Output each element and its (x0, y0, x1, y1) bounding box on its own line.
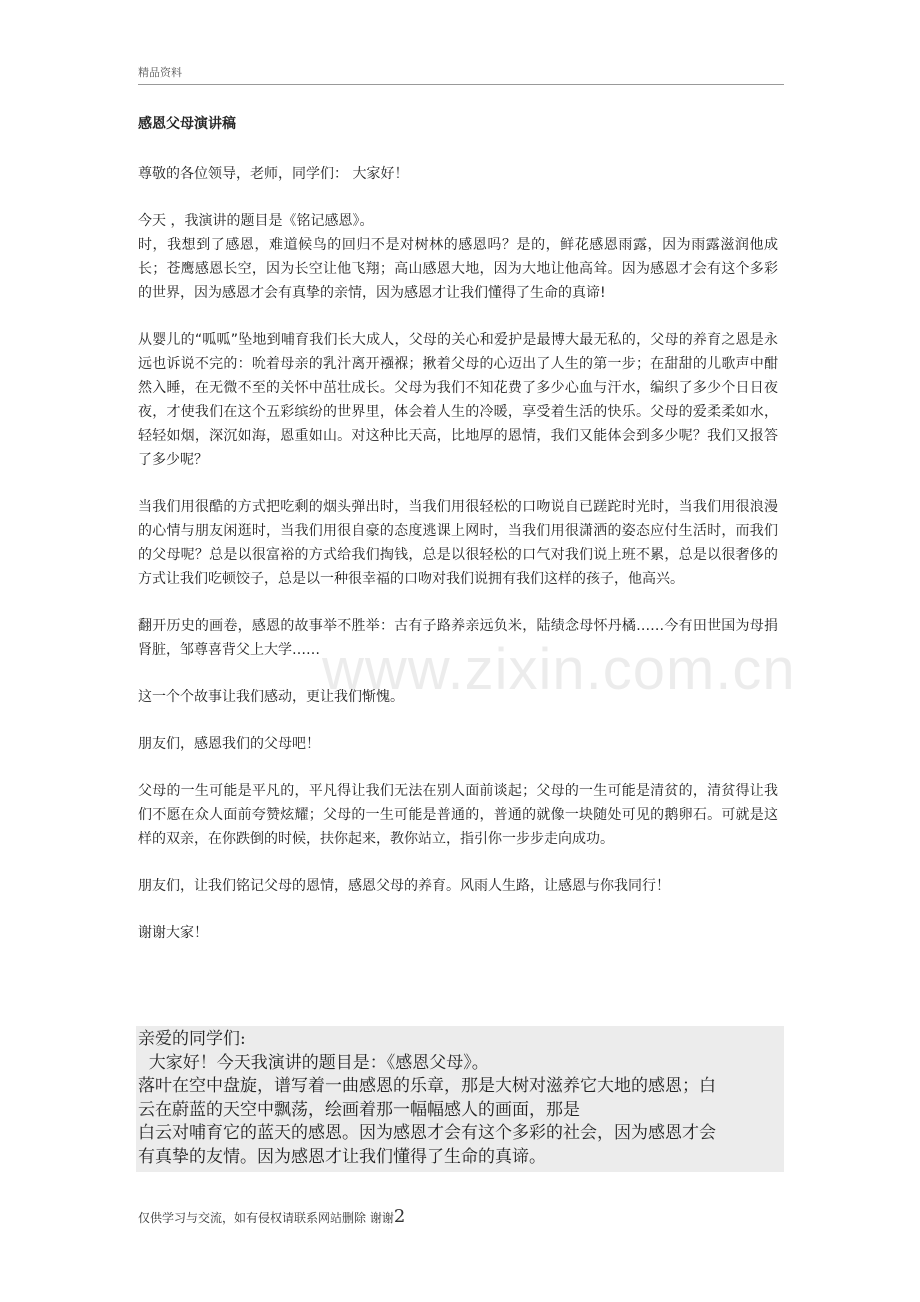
closing-paragraph: 朋友们，让我们铭记父母的恩情，感恩父母的养育。风雨人生路，让感恩与你我同行！ (138, 878, 670, 894)
thanks-line: 谢谢大家！ (138, 925, 208, 941)
history-paragraph: 翻开历史的画卷，感恩的故事举不胜举：古有子路养亲远负米，陆绩念母怀丹橘……今有田世国为母捐肾脏，邹尊喜背父上大学…… (138, 618, 778, 658)
parents-love-paragraph: 从婴儿的“呱呱”坠地到哺育我们长大成人，父母的关心和爱护是最博大最无私的，父母的养育之恩是永远也诉说不完的：吮着母亲的乳汁离开襁褓；揪着父母的心迈出了人生的第一步；在甜甜的儿歌声中酣然入睡，在无微不至的关怀中茁壮成长。父母为我们不知花费了多少心血与汗水，编织了多少个日日夜夜，才使我们在这个五彩缤纷的世界里，体会着人生的冷暖，享受着生活的快乐。父母的爱柔柔如水，轻轻如烟，深沉如海，恩重如山。对这种比天高，比地厚的恩情，我们又能体会到多少呢？我们又报答了多少呢？ (138, 332, 778, 468)
excerpt-line: 云在蔚蓝的天空中飘荡，绘画着那一幅幅感人的画面，那是 (138, 1099, 580, 1120)
contrast-paragraph: 当我们用很酷的方式把吃剩的烟头弹出时，当我们用很轻松的口吻说自已蹉跎时光时，当我们用很浪漫的心情与朋友闲逛时，当我们用很自豪的态度逃课上网时，当我们用很潇洒的姿态应付生活时，而我们的父母呢？总是以很富裕的方式给我们掏钱，总是以很轻松的口气对我们说上班不累，总是以很奢侈的方式让我们吃顿饺子，总是以一种很幸福的口吻对我们说拥有我们这样的孩子，他高兴。 (138, 499, 778, 587)
appeal-paragraph: 朋友们，感恩我们的父母吧！ (138, 736, 320, 752)
excerpt-line: 白云对哺育它的蓝天的感恩。因为感恩才会有这个多彩的社会，因为感恩才会 (138, 1123, 716, 1143)
page-footer (138, 1206, 405, 1227)
excerpt-box (136, 1026, 784, 1172)
page-header (138, 64, 784, 85)
ordinary-paragraph: 父母的一生可能是平凡的，平凡得让我们无法在别人面前谈起；父母的一生可能是清贫的，清贫得让我们不愿在众人面前夸赞炫耀；父母的一生可能是普通的，普通的就像一块随处可见的鹅卵石。可就是这样的双亲，在你跌倒的时候，扶你起来，教你站立，指引你一步步走向成功。 (138, 783, 778, 847)
excerpt-line: 大家好！今天我演讲的题目是：《感恩父母》。 (138, 1052, 489, 1073)
excerpt-line: 落叶在空中盘旋，谱写着一曲感恩的乐章，那是大树对滋养它大地的感恩；白 (138, 1076, 716, 1096)
page-number: 2 (393, 1206, 406, 1227)
excerpt-line: 有真挚的友情。因为感恩才让我们懂得了生命的真谛。 (138, 1146, 546, 1167)
moved-paragraph: 这一个个故事让我们感动，更让我们惭愧。 (138, 689, 404, 705)
document-body (138, 112, 778, 968)
intro-paragraph: 时，我想到了感恩，难道候鸟的回归不是对树林的感恩吗？是的，鲜花感恩雨露，因为雨露滋润他成长；苍鹰感恩长空，因为长空让他飞翔；高山感恩大地，因为大地让他高耸。因为感恩才会有这个多彩的世界，因为感恩才会有真挚的亲情，因为感恩才让我们懂得了生命的真谛! (138, 237, 778, 301)
excerpt-line: 亲爱的同学们: (138, 1029, 246, 1049)
document-title: 感恩父母演讲稿 (138, 116, 236, 132)
footer-text: 仅供学习与交流，如有侵权请联系网站删除 谢谢 (138, 1211, 394, 1225)
intro-line: 今天 ，我演讲的题目是《铭记感恩》。 (138, 213, 374, 229)
header-label: 精品资料 (138, 66, 182, 79)
watermark: www.zixin.com.cn (322, 637, 796, 702)
greeting: 尊敬的各位领导，老师，同学们： 大家好！ (138, 166, 409, 182)
